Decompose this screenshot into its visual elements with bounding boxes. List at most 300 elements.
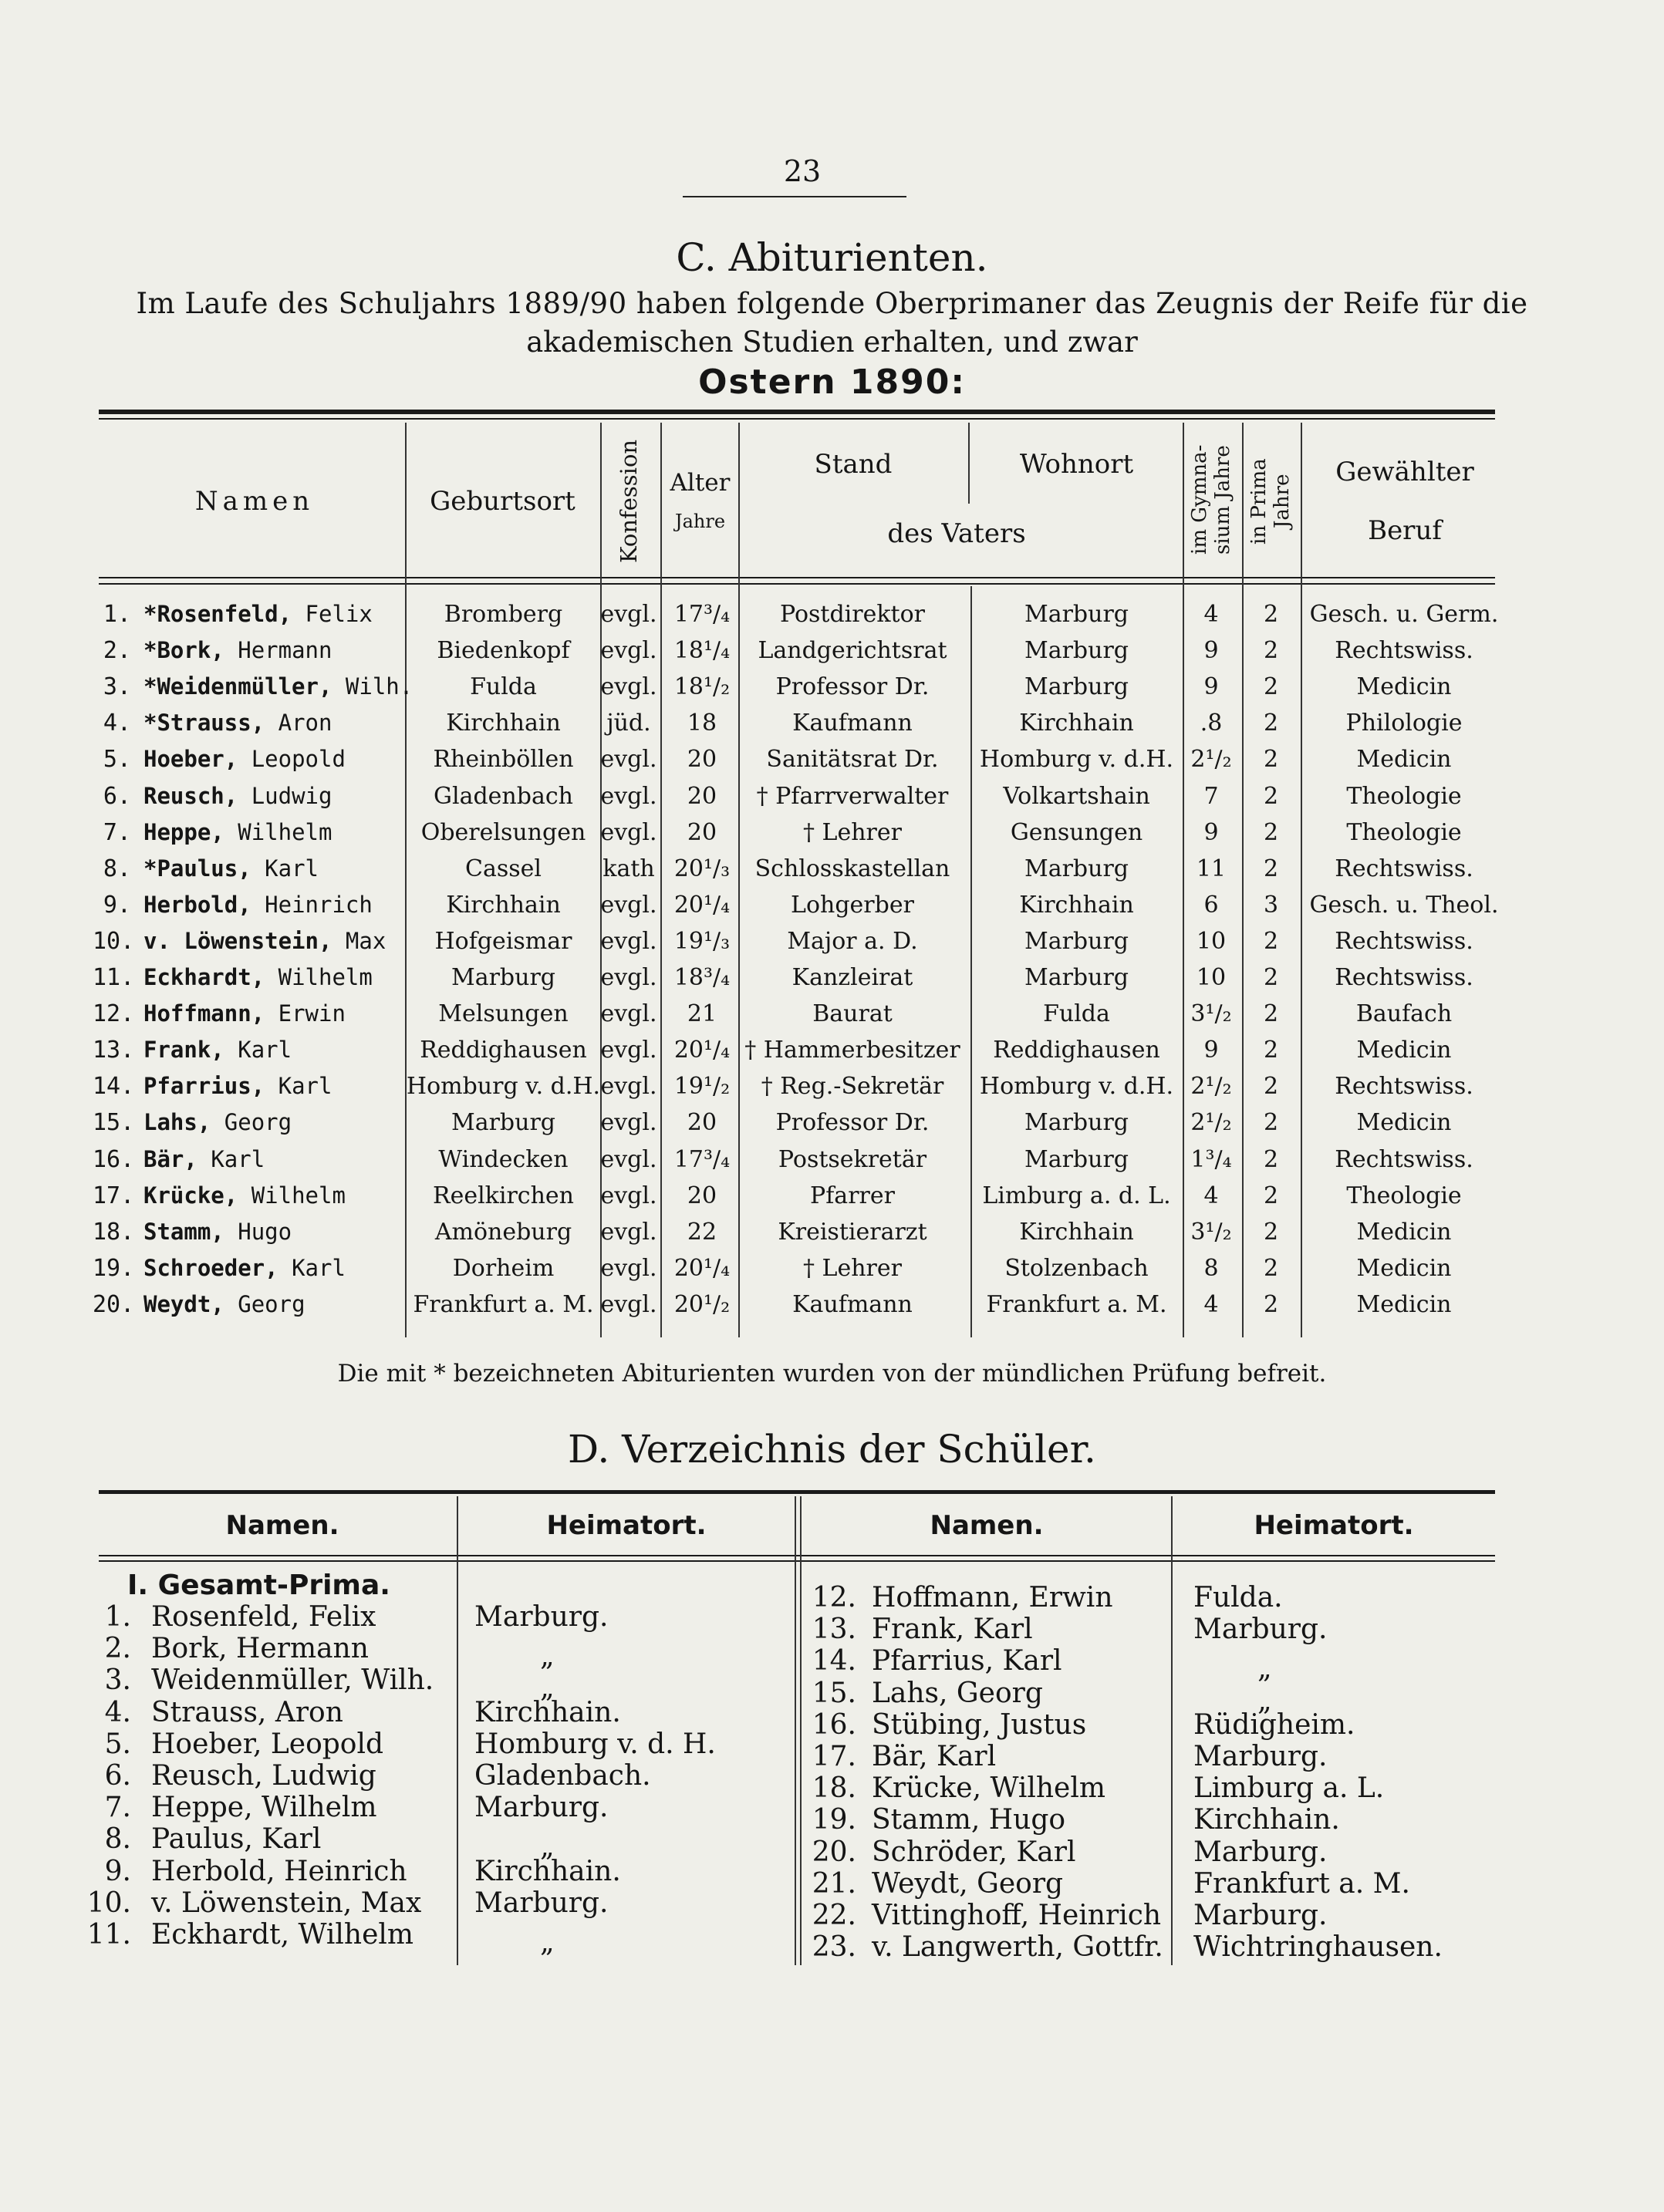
hometown: Kirchhain. bbox=[474, 1696, 621, 1728]
age: 20¹/₄ bbox=[673, 891, 731, 919]
birthplace: Marburg bbox=[451, 1109, 555, 1137]
table-row bbox=[0, 1219, 1664, 1254]
student-name bbox=[143, 1291, 305, 1317]
birthplace: Bromberg bbox=[444, 601, 563, 628]
student-given-name: Wilhelm bbox=[238, 818, 332, 845]
years-gymnasium: 10 bbox=[1196, 964, 1227, 991]
header-stand: Stand bbox=[814, 449, 893, 480]
pupil-name: Herbold, Heinrich bbox=[151, 1855, 407, 1887]
birthplace: Cassel bbox=[465, 855, 542, 882]
father-occupation: Postdirektor bbox=[779, 601, 925, 628]
years-gymnasium: 9 bbox=[1203, 1037, 1219, 1064]
d-header-heimatort-right: Heimatort. bbox=[1254, 1510, 1414, 1541]
table-row bbox=[0, 1255, 1664, 1290]
father-occupation: † Pfarrverwalter bbox=[756, 782, 949, 810]
list-number: 20. bbox=[812, 1836, 856, 1868]
row-number: 19. bbox=[93, 1254, 135, 1282]
row-number: 11. bbox=[93, 964, 135, 991]
student-given-name: Heinrich bbox=[265, 891, 373, 918]
student-name bbox=[143, 1109, 292, 1135]
confession: evgl. bbox=[600, 964, 657, 991]
d-header-namen-right: Namen. bbox=[930, 1510, 1044, 1541]
table-row bbox=[0, 710, 1664, 745]
age: 18¹/₂ bbox=[673, 673, 731, 701]
student-given-name: Karl bbox=[292, 1254, 346, 1281]
chosen-profession: Rechtswiss. bbox=[1335, 964, 1473, 991]
confession: evgl. bbox=[600, 818, 657, 846]
father-residence: Homburg v. d.H. bbox=[979, 746, 1174, 774]
student-given-name: Georg bbox=[224, 1109, 292, 1136]
years-prima: 2 bbox=[1263, 927, 1279, 955]
confession: jüd. bbox=[606, 710, 651, 737]
years-prima: 2 bbox=[1263, 601, 1279, 628]
chosen-profession: Gesch. u. Theol. bbox=[1309, 891, 1499, 919]
row-number: 14. bbox=[93, 1073, 135, 1101]
list-number: 17. bbox=[812, 1741, 856, 1772]
father-occupation: Baurat bbox=[812, 1000, 893, 1028]
list-number: 13. bbox=[812, 1613, 856, 1646]
student-name bbox=[143, 783, 332, 809]
table-row bbox=[0, 964, 1664, 1000]
confession: evgl. bbox=[600, 1073, 657, 1101]
chosen-profession: Rechtswiss. bbox=[1335, 927, 1473, 955]
age: 19¹/₂ bbox=[673, 1073, 731, 1101]
pupil-name: Reusch, Ludwig bbox=[151, 1760, 376, 1792]
confession: kath bbox=[602, 855, 655, 882]
years-gymnasium: 7 bbox=[1203, 782, 1219, 810]
student-given-name: Karl bbox=[238, 1037, 292, 1064]
years-prima: 2 bbox=[1263, 1290, 1279, 1318]
age: 18¹/₄ bbox=[673, 637, 731, 665]
years-gymnasium: .8 bbox=[1200, 710, 1223, 737]
d-header-rule-2 bbox=[99, 1560, 1495, 1562]
hometown: „ bbox=[540, 1672, 555, 1705]
father-residence: Marburg bbox=[1024, 673, 1129, 701]
pupil-name: Weydt, Georg bbox=[872, 1867, 1064, 1900]
father-residence: Fulda bbox=[1043, 1000, 1110, 1028]
years-prima: 2 bbox=[1263, 818, 1279, 846]
student-surname: Schroeder, bbox=[143, 1254, 278, 1281]
table-row bbox=[0, 783, 1664, 818]
pupil-name: v. Löwenstein, Max bbox=[151, 1887, 422, 1919]
list-number: 6. bbox=[104, 1760, 131, 1792]
d-header-heimatort-left: Heimatort. bbox=[546, 1510, 707, 1541]
chosen-profession: Medicin bbox=[1356, 1218, 1452, 1246]
pupil-name: Krücke, Wilhelm bbox=[872, 1772, 1105, 1805]
list-item bbox=[0, 1836, 1664, 1868]
hometown: Fulda. bbox=[1193, 1582, 1283, 1613]
pupil-name: Hoeber, Leopold bbox=[151, 1728, 384, 1760]
list-number: 12. bbox=[812, 1582, 856, 1613]
pupil-name: Heppe, Wilhelm bbox=[151, 1792, 377, 1824]
chosen-profession: Theologie bbox=[1346, 782, 1462, 810]
father-occupation: Kanzleirat bbox=[791, 964, 913, 991]
years-gymnasium: 9 bbox=[1203, 637, 1219, 665]
birthplace: Fulda bbox=[470, 673, 537, 701]
father-residence: Marburg bbox=[1024, 601, 1129, 628]
birthplace: Rheinböllen bbox=[433, 746, 574, 774]
father-occupation: † Lehrer bbox=[803, 1254, 902, 1282]
student-surname: *Paulus, bbox=[143, 855, 251, 882]
student-name bbox=[143, 1037, 292, 1063]
student-surname: Eckhardt, bbox=[143, 964, 265, 990]
list-number: 1. bbox=[104, 1601, 131, 1633]
table-row bbox=[0, 601, 1664, 636]
student-surname: Bär, bbox=[143, 1145, 197, 1172]
hometown: Homburg v. d. H. bbox=[474, 1728, 716, 1760]
student-name bbox=[143, 673, 413, 700]
list-item bbox=[0, 1931, 1664, 1963]
birthplace: Amöneburg bbox=[434, 1218, 572, 1246]
student-surname: Reusch, bbox=[143, 782, 238, 809]
student-name bbox=[143, 1146, 265, 1172]
student-surname: Hoeber, bbox=[143, 746, 238, 773]
list-item bbox=[0, 1804, 1664, 1836]
chosen-profession: Medicin bbox=[1356, 1254, 1452, 1282]
years-prima: 2 bbox=[1263, 673, 1279, 701]
father-residence: Volkartshain bbox=[1003, 782, 1150, 810]
table-row bbox=[0, 746, 1664, 781]
student-given-name: Hermann bbox=[238, 637, 332, 664]
hometown: Marburg. bbox=[1193, 1900, 1328, 1931]
list-number: 4. bbox=[104, 1696, 131, 1728]
student-surname: Krücke, bbox=[143, 1182, 238, 1209]
student-given-name: Felix bbox=[305, 601, 373, 627]
header-konfession: Konfession bbox=[616, 439, 642, 564]
years-gymnasium: 9 bbox=[1203, 673, 1219, 701]
hometown: „ bbox=[540, 1831, 555, 1863]
chosen-profession: Medicin bbox=[1356, 1290, 1452, 1318]
header-gymnasium-jahre: im Gymna-sium Jahre bbox=[1188, 444, 1234, 555]
pupil-name: Schröder, Karl bbox=[872, 1836, 1076, 1868]
father-occupation: † Hammerbesitzer bbox=[744, 1037, 960, 1064]
header-beruf: Beruf bbox=[1368, 515, 1442, 546]
years-prima: 2 bbox=[1263, 1182, 1279, 1209]
header-jahre: Jahre bbox=[674, 511, 726, 532]
list-number: 11. bbox=[86, 1919, 131, 1951]
student-surname: Herbold, bbox=[143, 891, 251, 918]
years-gymnasium: 3¹/₂ bbox=[1190, 1000, 1232, 1028]
chosen-profession: Rechtswiss. bbox=[1335, 1073, 1473, 1101]
age: 20¹/₂ bbox=[673, 1290, 731, 1318]
list-number: 9. bbox=[104, 1855, 131, 1887]
student-surname: Frank, bbox=[143, 1037, 224, 1064]
hometown: Marburg. bbox=[1193, 1836, 1328, 1868]
birthplace: Reelkirchen bbox=[432, 1182, 574, 1209]
list-item bbox=[0, 1613, 1664, 1645]
list-number: 2. bbox=[104, 1633, 131, 1665]
abiturienten-footnote: Die mit * bezeichneten Abiturienten wurden von der mündlichen Prüfung befreit. bbox=[337, 1360, 1327, 1388]
age: 20¹/₄ bbox=[673, 1254, 731, 1282]
father-occupation: Major a. D. bbox=[787, 927, 918, 955]
list-number: 14. bbox=[812, 1645, 856, 1678]
hometown: Marburg. bbox=[1193, 1741, 1328, 1772]
hometown: Marburg. bbox=[1193, 1613, 1328, 1646]
table-row bbox=[0, 928, 1664, 963]
list-number: 22. bbox=[812, 1900, 856, 1931]
hometown: Frankfurt a. M. bbox=[1193, 1867, 1410, 1900]
father-occupation: † Lehrer bbox=[803, 818, 902, 846]
father-occupation: Sanitätsrat Dr. bbox=[766, 746, 939, 774]
years-gymnasium: 4 bbox=[1203, 1182, 1219, 1209]
list-number: 18. bbox=[812, 1772, 856, 1805]
student-name bbox=[143, 1255, 346, 1281]
header-prima-jahre: in Prima Jahre bbox=[1247, 458, 1294, 545]
header-geburtsort: Geburtsort bbox=[430, 486, 575, 517]
age: 21 bbox=[687, 1000, 717, 1028]
d-header-namen-left: Namen. bbox=[225, 1510, 339, 1541]
student-given-name: Max bbox=[345, 927, 386, 954]
student-name bbox=[143, 928, 386, 954]
birthplace: Melsungen bbox=[438, 1000, 569, 1028]
section-c-intro-line1: Im Laufe des Schuljahrs 1889/90 haben folgende Oberprimaner das Zeugnis der Reife für die bbox=[136, 287, 1528, 320]
hometown: „ bbox=[540, 1640, 555, 1673]
birthplace: Reddighausen bbox=[420, 1037, 587, 1064]
age: 20¹/₄ bbox=[673, 1037, 731, 1064]
student-given-name: Aron bbox=[278, 710, 332, 737]
list-number: 5. bbox=[104, 1728, 131, 1760]
age: 20 bbox=[687, 1182, 717, 1209]
student-surname: Stamm, bbox=[143, 1218, 224, 1245]
page-number-rule bbox=[683, 196, 906, 197]
years-gymnasium: 9 bbox=[1203, 818, 1219, 846]
years-gymnasium: 1³/₄ bbox=[1190, 1145, 1232, 1173]
father-residence: Marburg bbox=[1024, 1145, 1129, 1173]
student-surname: v. Löwenstein, bbox=[143, 927, 332, 954]
hometown: „ bbox=[1257, 1653, 1272, 1685]
student-given-name: Erwin bbox=[278, 1000, 346, 1027]
row-number: 15. bbox=[93, 1109, 135, 1137]
pupil-name: Strauss, Aron bbox=[151, 1696, 343, 1728]
father-residence: Kirchhain bbox=[1019, 710, 1134, 737]
hometown: Marburg. bbox=[474, 1887, 609, 1919]
years-prima: 2 bbox=[1263, 964, 1279, 991]
father-residence: Marburg bbox=[1024, 1109, 1129, 1137]
hometown: Marburg. bbox=[474, 1792, 609, 1824]
age: 20 bbox=[687, 1109, 717, 1137]
pupil-name: Paulus, Karl bbox=[151, 1823, 322, 1856]
chosen-profession: Medicin bbox=[1356, 1037, 1452, 1064]
list-item bbox=[0, 1709, 1664, 1741]
birthplace: Dorheim bbox=[452, 1254, 555, 1282]
chosen-profession: Philologie bbox=[1345, 710, 1463, 737]
hometown: Kirchhain. bbox=[1193, 1804, 1340, 1836]
years-prima: 2 bbox=[1263, 710, 1279, 737]
row-number: 3. bbox=[103, 673, 131, 701]
d-header-rule-1 bbox=[99, 1555, 1495, 1556]
row-number: 6. bbox=[103, 782, 131, 810]
years-prima: 2 bbox=[1263, 782, 1279, 810]
chosen-profession: Theologie bbox=[1346, 818, 1462, 846]
table-row bbox=[0, 1000, 1664, 1036]
years-gymnasium: 2¹/₂ bbox=[1190, 1109, 1232, 1137]
birthplace: Kirchhain bbox=[446, 710, 561, 737]
student-given-name: Georg bbox=[238, 1290, 305, 1317]
hometown: „ bbox=[540, 1927, 555, 1958]
age: 18 bbox=[687, 710, 717, 737]
section-c-title: C. Abiturienten. bbox=[676, 235, 988, 280]
birthplace: Marburg bbox=[451, 964, 555, 991]
page-number: 23 bbox=[783, 154, 822, 188]
list-number: 23. bbox=[812, 1931, 856, 1964]
confession: evgl. bbox=[600, 782, 657, 810]
pupil-name: Hoffmann, Erwin bbox=[872, 1582, 1113, 1613]
list-item bbox=[0, 1582, 1664, 1613]
student-name bbox=[143, 855, 319, 882]
father-residence: Kirchhain bbox=[1019, 1218, 1134, 1246]
list-number: 7. bbox=[104, 1792, 131, 1824]
birthplace: Frankfurt a. M. bbox=[413, 1290, 594, 1318]
header-gewaehlter: Gewählter bbox=[1335, 457, 1474, 487]
confession: evgl. bbox=[600, 601, 657, 628]
age: 20 bbox=[687, 746, 717, 774]
student-surname: *Bork, bbox=[143, 637, 224, 664]
pupil-name: Rosenfeld, Felix bbox=[151, 1601, 376, 1633]
confession: evgl. bbox=[600, 673, 657, 701]
chosen-profession: Rechtswiss. bbox=[1335, 637, 1473, 665]
student-given-name: Wilh. bbox=[345, 673, 413, 700]
birthplace: Biedenkopf bbox=[437, 637, 570, 665]
hometown: Wichtringhausen. bbox=[1193, 1931, 1443, 1964]
student-name bbox=[143, 964, 373, 990]
table-row bbox=[0, 673, 1664, 709]
row-number: 10. bbox=[93, 927, 135, 955]
header-alter: Alter bbox=[670, 469, 731, 497]
years-gymnasium: 4 bbox=[1203, 1290, 1219, 1318]
student-given-name: Karl bbox=[211, 1145, 265, 1172]
class-heading: I. Gesamt-Prima. bbox=[127, 1570, 390, 1601]
student-surname: Weydt, bbox=[143, 1290, 224, 1317]
table-row bbox=[0, 1146, 1664, 1182]
row-number: 5. bbox=[103, 746, 131, 774]
father-occupation: Pfarrer bbox=[810, 1182, 895, 1209]
confession: evgl. bbox=[600, 637, 657, 665]
father-residence: Marburg bbox=[1024, 855, 1129, 882]
father-occupation: Kaufmann bbox=[792, 1290, 913, 1318]
student-name bbox=[143, 819, 332, 845]
father-residence: Reddighausen bbox=[993, 1037, 1160, 1064]
chosen-profession: Medicin bbox=[1356, 1109, 1452, 1137]
age: 17³/₄ bbox=[673, 601, 731, 628]
table-row bbox=[0, 1037, 1664, 1072]
years-prima: 2 bbox=[1263, 1254, 1279, 1282]
father-residence: Limburg a. d. L. bbox=[982, 1182, 1171, 1209]
father-occupation: Professor Dr. bbox=[775, 1109, 930, 1137]
confession: evgl. bbox=[600, 1218, 657, 1246]
list-number: 8. bbox=[104, 1823, 131, 1856]
age: 18³/₄ bbox=[673, 964, 731, 991]
row-number: 1. bbox=[103, 601, 131, 628]
student-given-name: Wilhelm bbox=[251, 1182, 346, 1209]
list-number: 21. bbox=[812, 1867, 856, 1900]
list-item bbox=[0, 1900, 1664, 1931]
header-wohnort: Wohnort bbox=[1019, 449, 1134, 480]
student-given-name: Hugo bbox=[238, 1218, 292, 1245]
chosen-profession: Medicin bbox=[1356, 746, 1452, 774]
birthplace: Hofgeismar bbox=[434, 927, 572, 955]
table-row bbox=[0, 819, 1664, 855]
years-prima: 3 bbox=[1263, 891, 1279, 919]
confession: evgl. bbox=[600, 1145, 657, 1173]
list-item bbox=[0, 1772, 1664, 1804]
birthplace: Kirchhain bbox=[446, 891, 561, 919]
years-prima: 2 bbox=[1263, 1145, 1279, 1173]
years-prima: 2 bbox=[1263, 637, 1279, 665]
student-surname: *Strauss, bbox=[143, 710, 265, 737]
hometown: Marburg. bbox=[474, 1601, 609, 1633]
years-gymnasium: 2¹/₂ bbox=[1190, 1073, 1232, 1101]
row-number: 9. bbox=[103, 891, 131, 919]
years-prima: 2 bbox=[1263, 1218, 1279, 1246]
father-occupation: † Reg.-Sekretär bbox=[761, 1073, 944, 1101]
student-name bbox=[143, 746, 346, 772]
chosen-profession: Rechtswiss. bbox=[1335, 855, 1473, 882]
student-surname: Heppe, bbox=[143, 818, 224, 845]
header-des-vaters: des Vaters bbox=[887, 518, 1026, 549]
hometown: Rüdigheim. bbox=[1193, 1708, 1355, 1741]
student-surname: *Rosenfeld, bbox=[143, 601, 292, 627]
father-residence: Frankfurt a. M. bbox=[986, 1290, 1167, 1318]
list-number: 10. bbox=[86, 1887, 131, 1919]
table-top-rule-thin bbox=[99, 418, 1495, 420]
father-residence: Stolzenbach bbox=[1004, 1254, 1149, 1282]
row-number: 16. bbox=[93, 1145, 135, 1173]
confession: evgl. bbox=[600, 746, 657, 774]
age: 20 bbox=[687, 818, 717, 846]
row-number: 8. bbox=[103, 855, 131, 882]
list-number: 15. bbox=[812, 1677, 856, 1709]
confession: evgl. bbox=[600, 1290, 657, 1318]
row-number: 13. bbox=[93, 1037, 135, 1064]
pupil-name: Bär, Karl bbox=[872, 1741, 997, 1772]
table-top-rule-thick bbox=[99, 410, 1495, 414]
father-residence: Marburg bbox=[1024, 927, 1129, 955]
confession: evgl. bbox=[600, 1037, 657, 1064]
student-name bbox=[143, 1000, 346, 1027]
age: 20 bbox=[687, 782, 717, 810]
table-row bbox=[0, 1109, 1664, 1145]
student-given-name: Ludwig bbox=[251, 782, 332, 809]
birthplace: Homburg v. d.H. bbox=[406, 1073, 601, 1101]
table-row bbox=[0, 1073, 1664, 1108]
years-gymnasium: 2¹/₂ bbox=[1190, 746, 1232, 774]
student-surname: Lahs, bbox=[143, 1109, 211, 1136]
pupil-name: Lahs, Georg bbox=[872, 1677, 1043, 1709]
student-name bbox=[143, 1182, 346, 1209]
confession: evgl. bbox=[600, 1000, 657, 1028]
confession: evgl. bbox=[600, 1109, 657, 1137]
student-name bbox=[143, 637, 332, 663]
section-c-subtitle: Ostern 1890: bbox=[698, 362, 966, 402]
chosen-profession: Gesch. u. Germ. bbox=[1309, 601, 1499, 628]
father-residence: Marburg bbox=[1024, 637, 1129, 665]
student-name bbox=[143, 1219, 292, 1245]
years-prima: 2 bbox=[1263, 1073, 1279, 1101]
hometown: Kirchhain. bbox=[474, 1855, 621, 1887]
list-number: 16. bbox=[812, 1708, 856, 1741]
table-row bbox=[0, 1182, 1664, 1218]
birthplace: Windecken bbox=[438, 1145, 569, 1173]
years-gymnasium: 3¹/₂ bbox=[1190, 1218, 1232, 1246]
father-occupation: Kreistierarzt bbox=[778, 1218, 927, 1246]
table-row bbox=[0, 892, 1664, 927]
student-given-name: Leopold bbox=[251, 746, 346, 773]
row-number: 2. bbox=[103, 637, 131, 665]
student-name bbox=[143, 710, 332, 736]
years-gymnasium: 10 bbox=[1196, 927, 1227, 955]
row-number: 7. bbox=[103, 818, 131, 846]
pupil-name: Stamm, Hugo bbox=[872, 1804, 1066, 1836]
